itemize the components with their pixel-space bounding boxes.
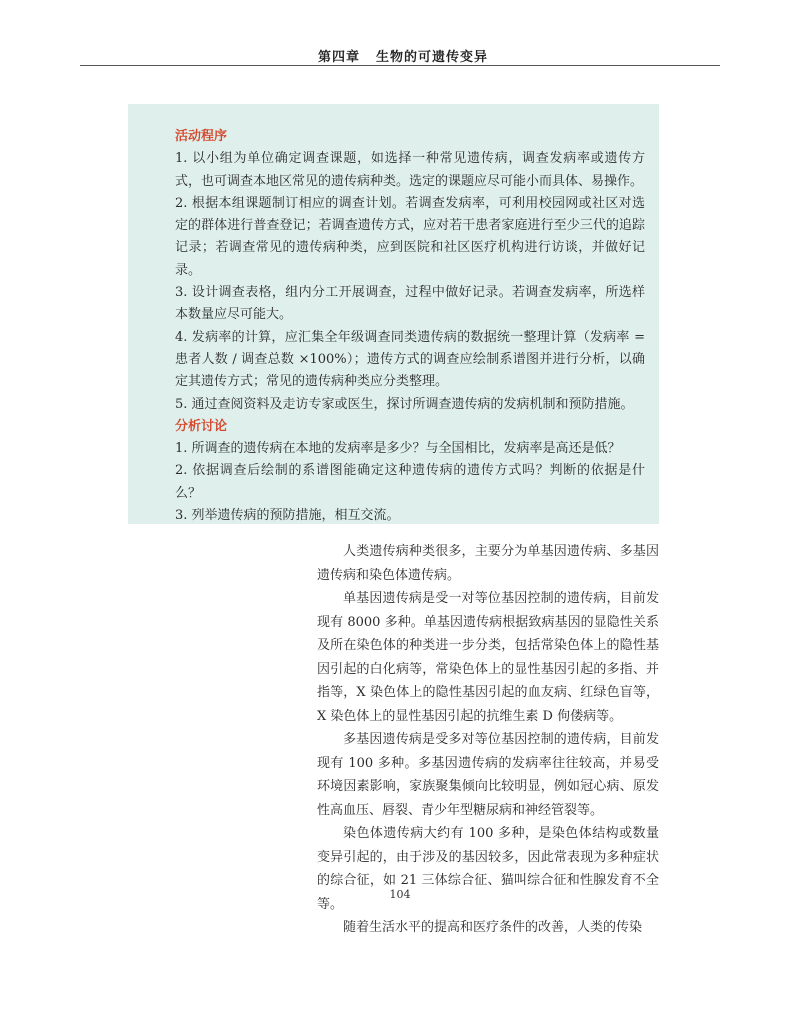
body-paragraph-3: 多基因遗传病是受多对等位基因控制的遗传病，目前发现有 100 多种。多基因遗传病的发病率往往较高，并易受环境因素影响，家族聚集倾向比较明显，例如冠心病、原发性高血压、唇裂、青少年型糖尿病和神经管裂等。 xyxy=(317,732,659,818)
chapter-title: 生物的可遗传变异 xyxy=(376,50,489,65)
body-paragraph-5: 随着生活水平的提高和医疗条件的改善，人类的传染 xyxy=(343,920,643,935)
header-title xyxy=(318,46,488,65)
procedure-item-4: 4. 发病率的计算，应汇集全年级调查同类遗传病的数据统一整理计算（发病率 = 患者人数 / 调查总数 ×100%）；遗传方式的调查应绘制系谱图并进行分析，以确定其遗传方式；常见的遗传病种类应分类整理。 xyxy=(175,329,645,390)
discussion-item-3: 3. 列举遗传病的预防措施，相互交流。 xyxy=(175,508,400,524)
header-divider xyxy=(80,65,720,66)
activity-box xyxy=(128,104,659,524)
procedure-item-1: 1. 以小组为单位确定调查课题，如选择一种常见遗传病，调查发病率或遗传方式，也可调查本地区常见的遗传病种类。选定的课题应尽可能小而具体、易操作。 xyxy=(175,151,645,189)
procedure-heading: 活动程序 xyxy=(175,129,228,144)
discussion-item-1: 1. 所调查的遗传病在本地的发病率是多少？与全国相比，发病率是高还是低？ xyxy=(175,441,621,457)
chapter-label: 第四章 xyxy=(318,50,361,65)
page-number: 104 xyxy=(389,888,411,901)
running-header xyxy=(80,44,720,66)
body-text xyxy=(317,540,659,940)
activity-box-content xyxy=(175,126,645,527)
body-paragraph-2: 单基因遗传病是受一对等位基因控制的遗传病，目前发现有 8000 多种。单基因遗传病根据致病基因的显隐性关系及所在染色体的种类进一步分类，包括常染色体上的隐性基因引起的白化病等，常染色体上的显性基因引起的多指、并指等，X 染色体上的隐性基因引起的血友病、红绿色盲等，X 染色体上的显性基因引起的抗维生素 D 佝偻病等。 xyxy=(317,591,659,724)
procedure-item-5: 5. 通过查阅资料及走访专家或医生，探讨所调查遗传病的发病机制和预防措施。 xyxy=(175,396,634,412)
procedure-item-2: 2. 根据本组课题制订相应的调查计划。若调查发病率，可利用校园网或社区对选定的群体进行普查登记；若调查遗传方式，应对若干患者家庭进行至少三代的追踪记录；若调查常见的遗传病种类，应到医院和社区医疗机构进行访谈，并做好记录。 xyxy=(175,195,645,278)
body-paragraph-1: 人类遗传病种类很多，主要分为单基因遗传病、多基因遗传病和染色体遗传病。 xyxy=(317,544,659,583)
procedure-item-3: 3. 设计调查表格，组内分工开展调查，过程中做好记录。若调查发病率，所选样本数量应尽可能大。 xyxy=(175,285,645,323)
discussion-item-2: 2. 依据调查后绘制的系谱图能确定这种遗传病的遗传方式吗？判断的依据是什么？ xyxy=(175,463,645,501)
discussion-heading: 分析讨论 xyxy=(175,418,228,434)
body-paragraph-4: 染色体遗传病大约有 100 多种，是染色体结构或数量变异引起的，由于涉及的基因较多，因此常表现为多种症状的综合征，如 21 三体综合征、猫叫综合征和性腺发育不全等。 xyxy=(317,826,659,912)
